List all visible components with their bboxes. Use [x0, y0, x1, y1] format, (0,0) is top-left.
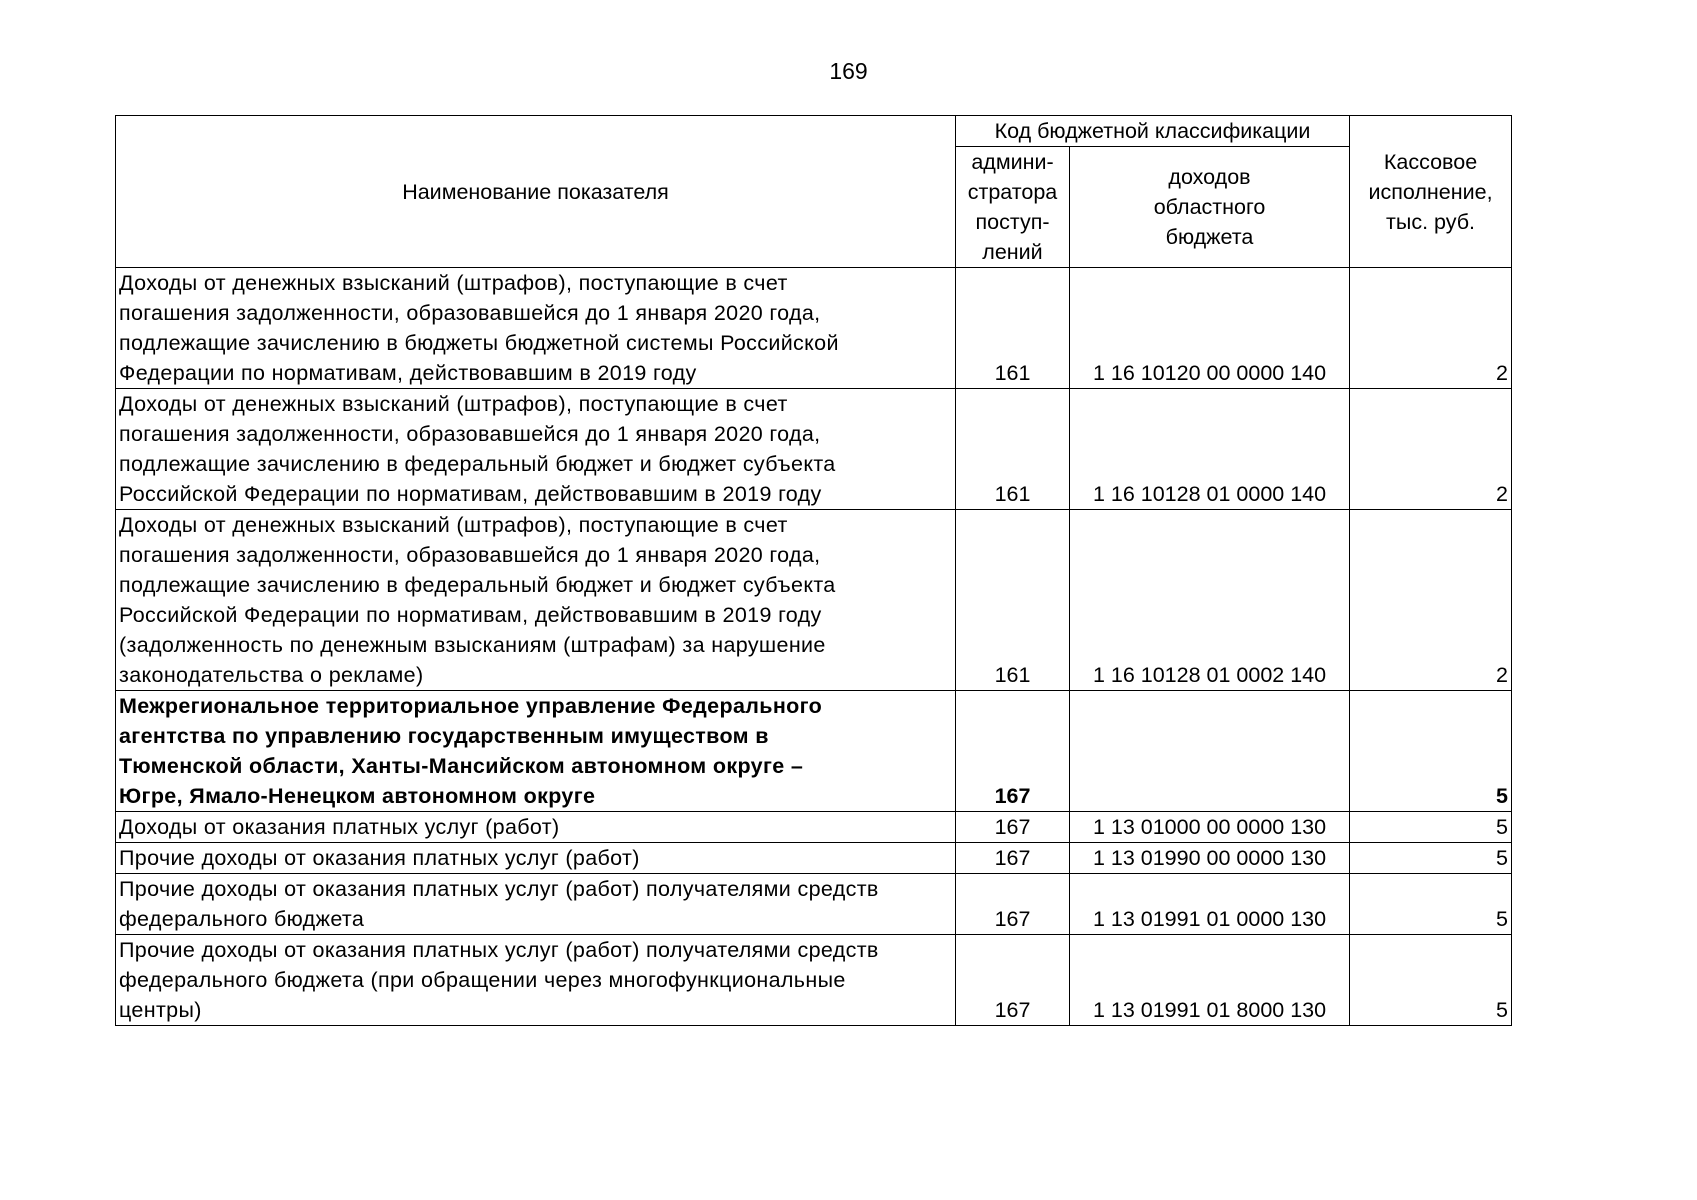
row-name: Доходы от денежных взысканий (штрафов), поступающие в счет погашения задолженности, образовавшейся до 1 января 2020 года, подлежащие зачислению в бюджеты бюджетной системы Российской Федерации по нормативам, действовавшим в 2019 году [116, 268, 956, 389]
row-name: Прочие доходы от оказания платных услуг (работ) [116, 843, 956, 874]
row-name: Прочие доходы от оказания платных услуг (работ) получателями средств федерального бюджета [116, 874, 956, 935]
table-row [116, 812, 1512, 843]
table-body [116, 268, 1512, 1026]
table-row [116, 935, 1512, 1026]
header-admin: админи- стратора поступ- лений [956, 147, 1070, 268]
row-admin-code: 167 [956, 691, 1070, 812]
row-amount: 5 [1350, 843, 1512, 874]
row-name: Межрегиональное территориальное управление Федерального агентства по управлению государственным имуществом в Тюменской области, Ханты-Мансийском автономном округе – Югре, Ямало-Ненецком автономном округе [116, 691, 956, 812]
row-revenue-code: 1 13 01991 01 0000 130 [1070, 874, 1350, 935]
table-row [116, 691, 1512, 812]
row-amount: 5 [1350, 935, 1512, 1026]
row-name: Прочие доходы от оказания платных услуг (работ) получателями средств федерального бюджета (при обращении через многофункциональные центры) [116, 935, 956, 1026]
row-revenue-code [1070, 691, 1350, 812]
row-amount: 5 [1350, 812, 1512, 843]
row-revenue-code: 1 16 10128 01 0002 140 [1070, 510, 1350, 691]
row-admin-code: 161 [956, 268, 1070, 389]
row-amount: 2 [1350, 268, 1512, 389]
header-name: Наименование показателя [116, 116, 956, 268]
row-admin-code: 167 [956, 874, 1070, 935]
row-admin-code: 167 [956, 843, 1070, 874]
table-row [116, 874, 1512, 935]
row-revenue-code: 1 16 10128 01 0000 140 [1070, 389, 1350, 510]
row-revenue-code: 1 13 01990 00 0000 130 [1070, 843, 1350, 874]
row-revenue-code: 1 13 01991 01 8000 130 [1070, 935, 1350, 1026]
row-revenue-code: 1 16 10120 00 0000 140 [1070, 268, 1350, 389]
row-name: Доходы от оказания платных услуг (работ) [116, 812, 956, 843]
header-revenue: доходов областного бюджета [1070, 147, 1350, 268]
row-name: Доходы от денежных взысканий (штрафов), поступающие в счет погашения задолженности, образовавшейся до 1 января 2020 года, подлежащие зачислению в федеральный бюджет и бюджет субъекта Российской Федерации по нормативам, действовавшим в 2019 году [116, 389, 956, 510]
row-revenue-code: 1 13 01000 00 0000 130 [1070, 812, 1350, 843]
row-admin-code: 161 [956, 510, 1070, 691]
row-amount: 2 [1350, 389, 1512, 510]
header-code-group: Код бюджетной классификации [956, 116, 1350, 147]
table-row [116, 268, 1512, 389]
row-amount: 2 [1350, 510, 1512, 691]
row-amount: 5 [1350, 874, 1512, 935]
row-admin-code: 161 [956, 389, 1070, 510]
header-amount: Кассовое исполнение, тыс. руб. [1350, 116, 1512, 268]
row-name: Доходы от денежных взысканий (штрафов), поступающие в счет погашения задолженности, образовавшейся до 1 января 2020 года, подлежащие зачислению в федеральный бюджет и бюджет субъекта Российской Федерации по нормативам, действовавшим в 2019 году (задолженность по денежным взысканиям (штрафам) за нарушение законодательства о рекламе) [116, 510, 956, 691]
table-row [116, 510, 1512, 691]
row-amount: 5 [1350, 691, 1512, 812]
page-number: 169 [829, 58, 868, 84]
row-admin-code: 167 [956, 935, 1070, 1026]
table-row [116, 389, 1512, 510]
table-row [116, 843, 1512, 874]
row-admin-code: 167 [956, 812, 1070, 843]
budget-table [115, 115, 1512, 1026]
